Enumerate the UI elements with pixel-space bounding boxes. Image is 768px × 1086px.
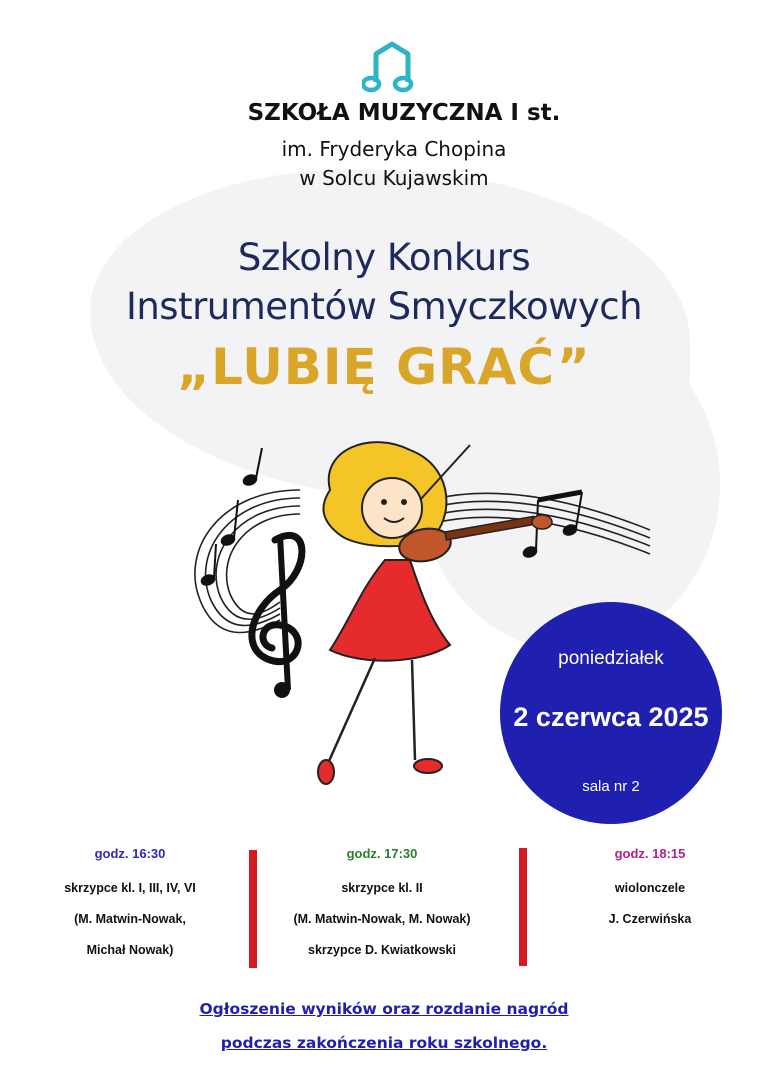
schedule-time: godz. 17:30 xyxy=(346,846,418,861)
schedule-column-2 xyxy=(262,846,502,974)
footer-line-1: Ogłoszenie wyników oraz rozdanie nagród xyxy=(199,1000,569,1018)
school-location: w Solcu Kujawskim xyxy=(299,166,489,190)
column-divider xyxy=(249,850,257,968)
column-divider xyxy=(519,848,527,966)
school-patron: im. Fryderyka Chopina xyxy=(281,137,507,161)
schedule-column-1 xyxy=(50,846,210,974)
event-room: sala nr 2 xyxy=(582,778,640,795)
schedule-line: J. Czerwińska xyxy=(608,912,692,926)
school-name: SZKOŁA MUZYCZNA I st. xyxy=(247,100,561,126)
title-line-2: Instrumentów Smyczkowych xyxy=(125,285,643,328)
schedule-line: (M. Matwin-Nowak, M. Nowak) xyxy=(293,912,471,926)
schedule-line: wiolonczele xyxy=(614,881,686,895)
event-date-badge xyxy=(500,602,722,824)
contest-name: „LUBIĘ GRAĆ” xyxy=(177,338,591,396)
schedule-column-3 xyxy=(540,846,760,943)
schedule-line: Michał Nowak) xyxy=(86,943,174,957)
title-line-1: Szkolny Konkurs xyxy=(237,236,531,279)
event-date: 2 czerwca 2025 xyxy=(513,702,709,732)
schedule-line: skrzypce D. Kwiatkowski xyxy=(308,943,456,957)
footer-line-2: podczas zakończenia roku szkolnego. xyxy=(220,1034,548,1052)
schedule-time: godz. 18:15 xyxy=(614,846,686,861)
event-day: poniedziałek xyxy=(558,648,664,669)
schedule-line: skrzypce kl. I, III, IV, VI xyxy=(64,881,196,895)
schedule-line: (M. Matwin-Nowak, xyxy=(74,912,186,926)
music-note-logo-icon xyxy=(362,40,422,96)
schedule-line: skrzypce kl. II xyxy=(341,881,423,895)
schedule-time: godz. 16:30 xyxy=(94,846,166,861)
